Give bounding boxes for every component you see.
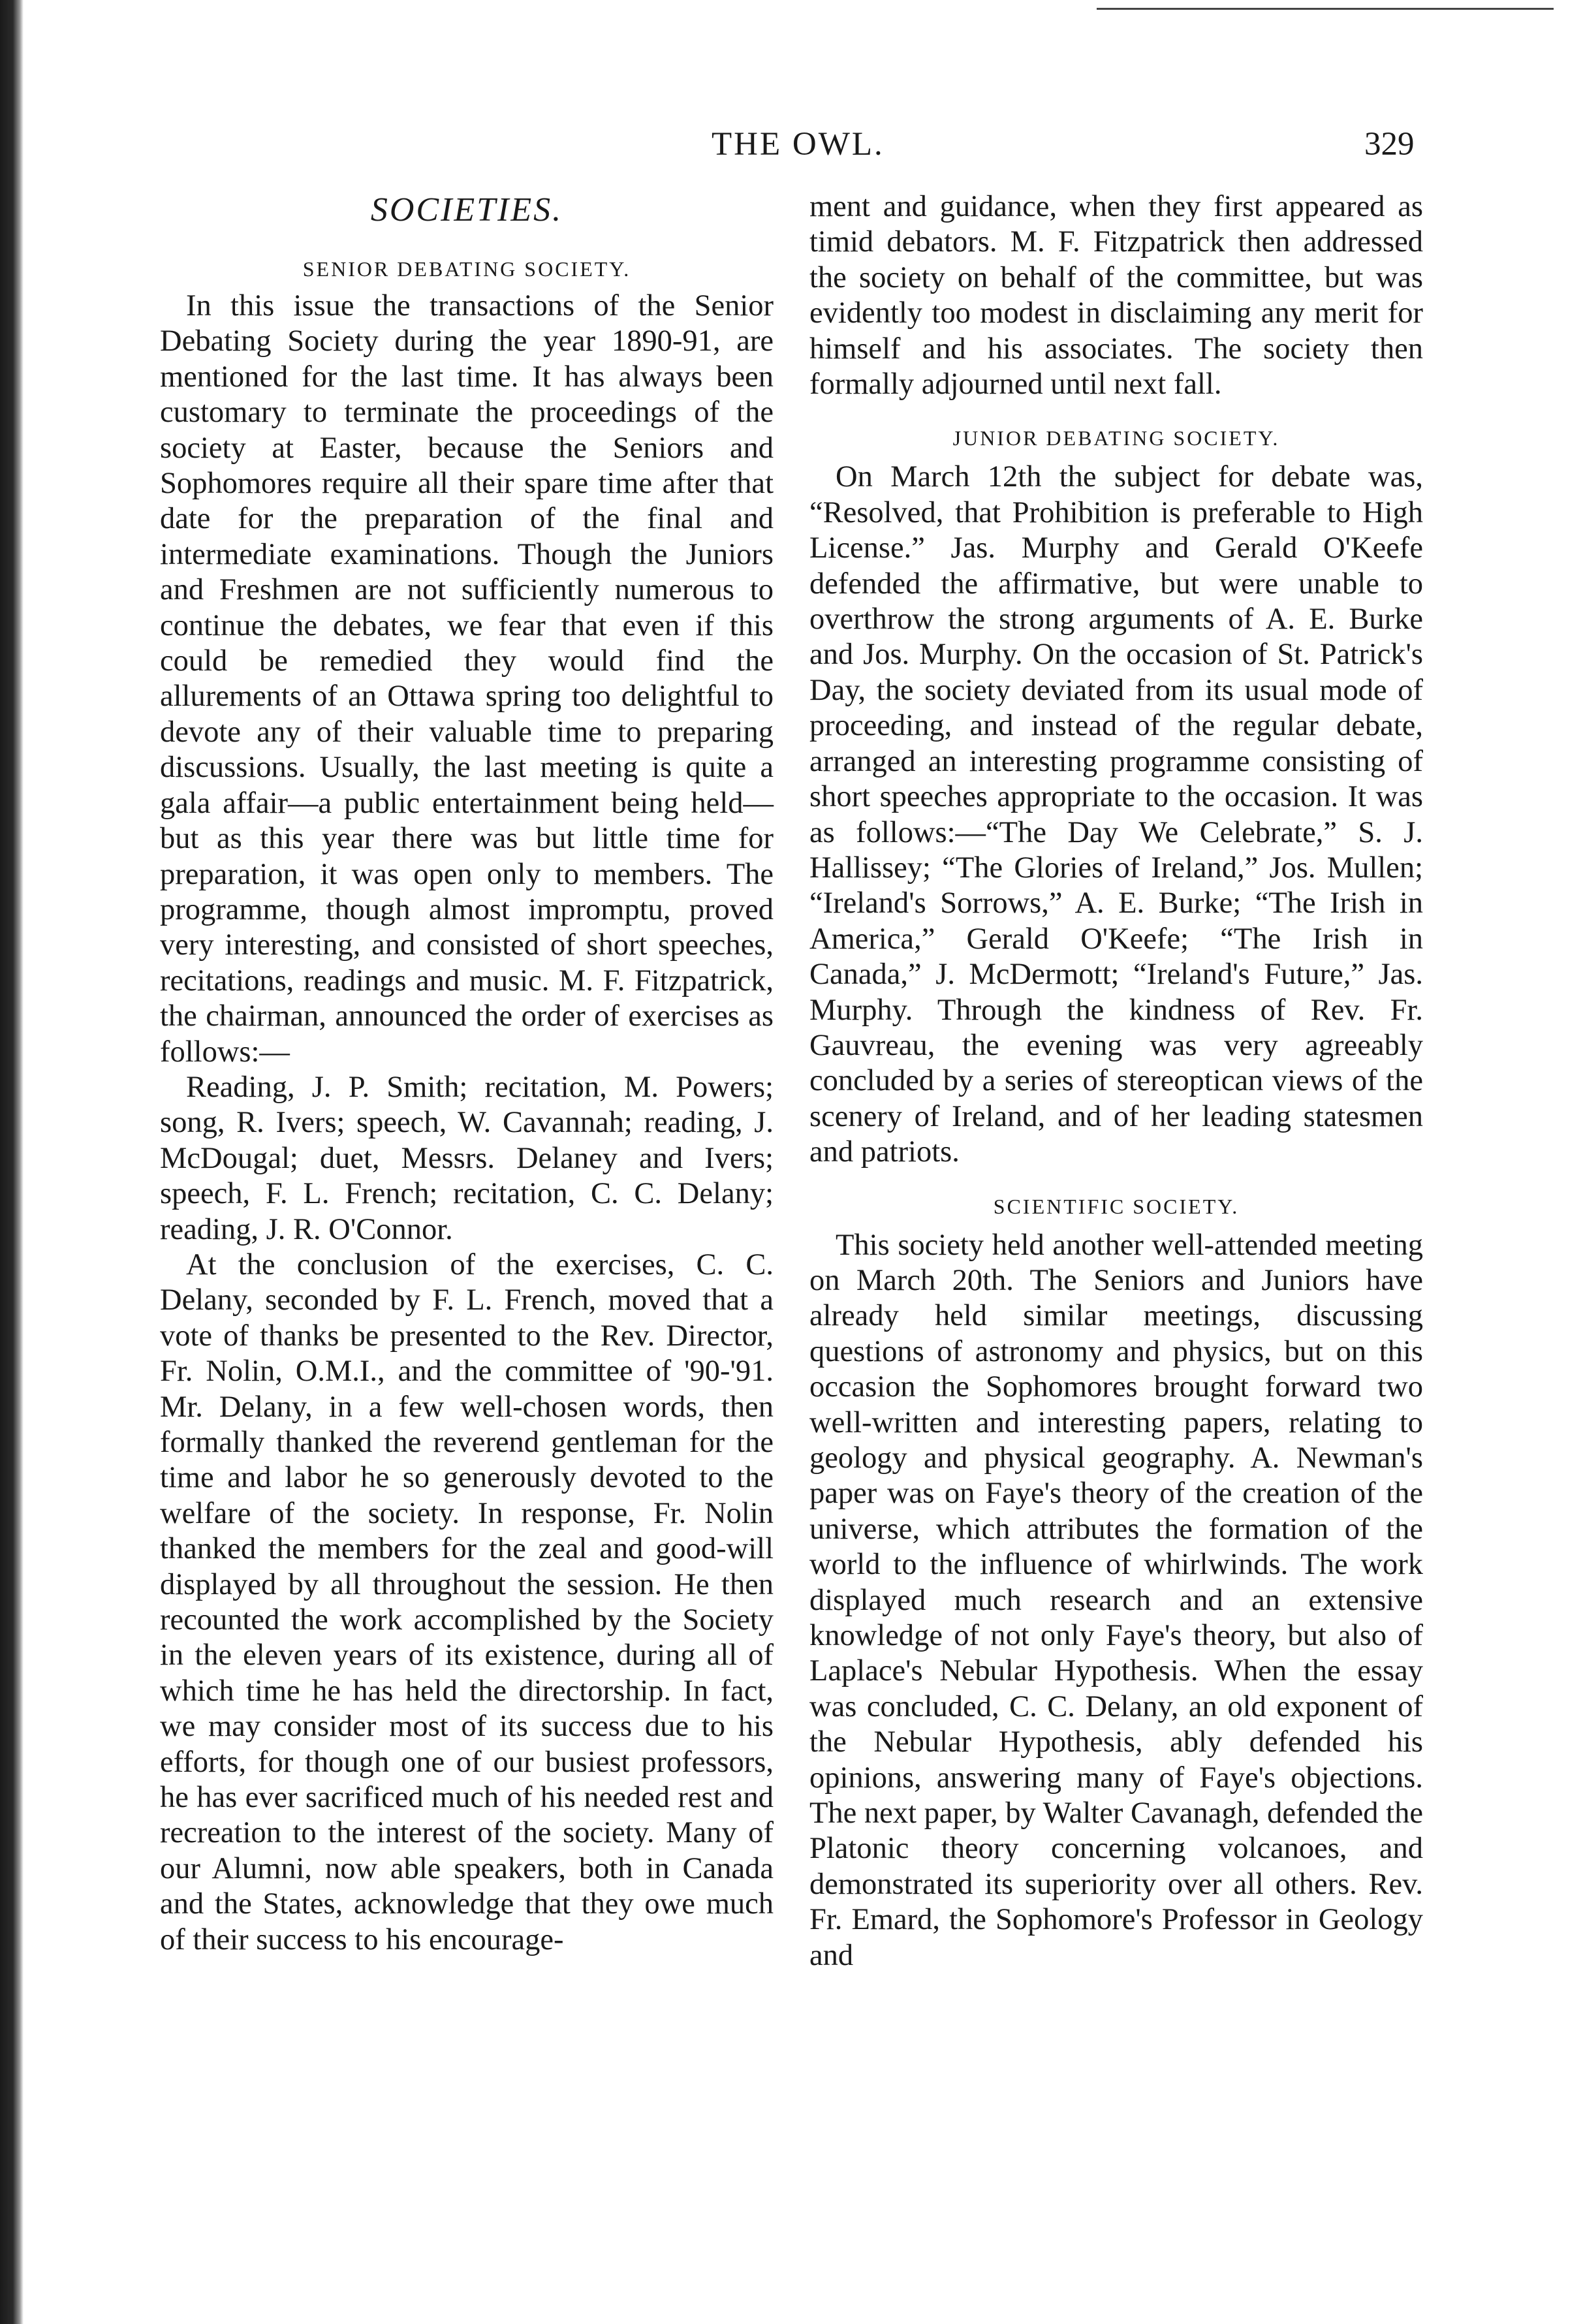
- paragraph: At the conclusion of the exercises, C. C. Delany, seconded by F. L. French, moved that a vote of thanks be presented to the Rev. Director, Fr. Nolin, O.M.I., and the committee of '90-'91. Mr. Delany, in a few well-chosen words, then formally thanked the reverend gentleman for the time and labor he so generously devoted to the welfare of the society. In response, Fr. Nolin thanked the members for the zeal and good-will displayed by all throughout the session. He then recounted the work accomplished by the Society in the eleven years of its existence, during all of which time he has held the directorship. In fact, we may consider most of its success due to his efforts, for though one of our busiest professors, he has ever sacrificed much of his needed rest and recreation to the interest of the society. Many of our Alumni, now able speakers, both in Canada and the States, acknowledge that they owe much of their success to his encourage-: [160, 1248, 774, 1956]
- paragraph: On March 12th the subject for debate was, “Resolved, that Prohibition is preferable to High License.” Jas. Murphy and Gerald O'Keefe defended the affirmative, but were unable to overthrow the strong arguments of A. E. Burke and Jos. Murphy. On the occasion of St. Patrick's Day, the society deviated from its usual mode of proceeding, and instead of the regular debate, arranged an interesting programme consisting of short speeches appropriate to the occasion. It was as follows:—“The Day We Celebrate,” S. J. Hallissey; “The Glories of Ireland,” Jos. Mullen; “Ireland's Sorrows,” A. E. Burke; “The Irish in America,” Gerald O'Keefe; “The Irish in Canada,” J. McDermott; “Ireland's Future,” Jas. Murphy. Through the kindness of Rev. Fr. Gauvreau, the evening was very agreeably concluded by a series of stereoptican views of the scenery of Ireland, and of her leading statesmen and patriots.: [809, 460, 1423, 1169]
- section-heading-senior-debating: SENIOR DEBATING SOCIETY.: [302, 257, 631, 281]
- page-number: 329: [1364, 126, 1415, 163]
- top-rule: [1097, 8, 1554, 10]
- section-heading-scientific: SCIENTIFIC SOCIETY.: [993, 1194, 1240, 1218]
- paragraph-continued: ment and guidance, when they first appeared as timid debators. M. F. Fitzpatrick then addressed the society on behalf of the committee, but was evidently too modest in disclaiming any merit for himself and his associates. The society then formally adjourned until next fall.: [809, 190, 1423, 401]
- right-column: [809, 189, 1423, 1973]
- section-heading-junior-debating: JUNIOR DEBATING SOCIETY.: [952, 426, 1280, 450]
- page-binding-edge: [0, 0, 24, 2324]
- paragraph: Reading, J. P. Smith; recitation, M. Powers; song, R. Ivers; speech, W. Cavannah; reading, J. McDougal; duet, Messrs. Delaney and Ivers; speech, F. L. French; recitation, C. C. Delany; reading, J. R. O'Connor.: [160, 1070, 774, 1246]
- paragraph: In this issue the transactions of the Senior Debating Society during the year 1890-91, are mentioned for the last time. It has always been customary to terminate the proceedings of the society at Easter, because the Seniors and Sophomores require all their spare time after that date for the preparation of the final and intermediate examinations. Though the Juniors and Freshmen are not sufficiently numerous to continue the debates, we fear that even if this could be remedied they would find the allurements of an Ottawa spring too delightful to devote any of their valuable time to preparing discussions. Usually, the last meeting is quite a gala affair—a public entertainment being held—but as this year there was but little time for preparation, it was open only to members. The programme, though almost impromptu, proved very interesting, and consisted of short speeches, recitations, readings and music. M. F. Fitzpatrick, the chairman, announced the order of exercises as follows:—: [160, 289, 774, 1069]
- paragraph: This society held another well-attended meeting on March 20th. The Seniors and Juniors have already held similar meetings, discussing questions of astronomy and physics, but on this occasion the Sophomores brought forward two well-written and interesting papers, relating to geology and physical geography. A. Newman's paper was on Faye's theory of the creation of the universe, which attributes the formation of the world to the influence of whirlwinds. The work displayed much research and an extensive knowledge of not only Faye's theory, but also of Laplace's Nebular Hypothesis. When the essay was concluded, C. C. Delany, an old exponent of the Nebular Hypothesis, ably defended his opinions, answering many of Faye's objections. The next paper, by Walter Cavanagh, defended the Platonic theory concerning volcanoes, and demonstrated its superiority over all others. Rev. Fr. Emard, the Sophomore's Professor in Geology and: [809, 1228, 1423, 1972]
- left-column: [160, 189, 774, 1958]
- running-title: THE OWL.: [712, 126, 885, 163]
- article-title: SOCIETIES.: [370, 191, 563, 228]
